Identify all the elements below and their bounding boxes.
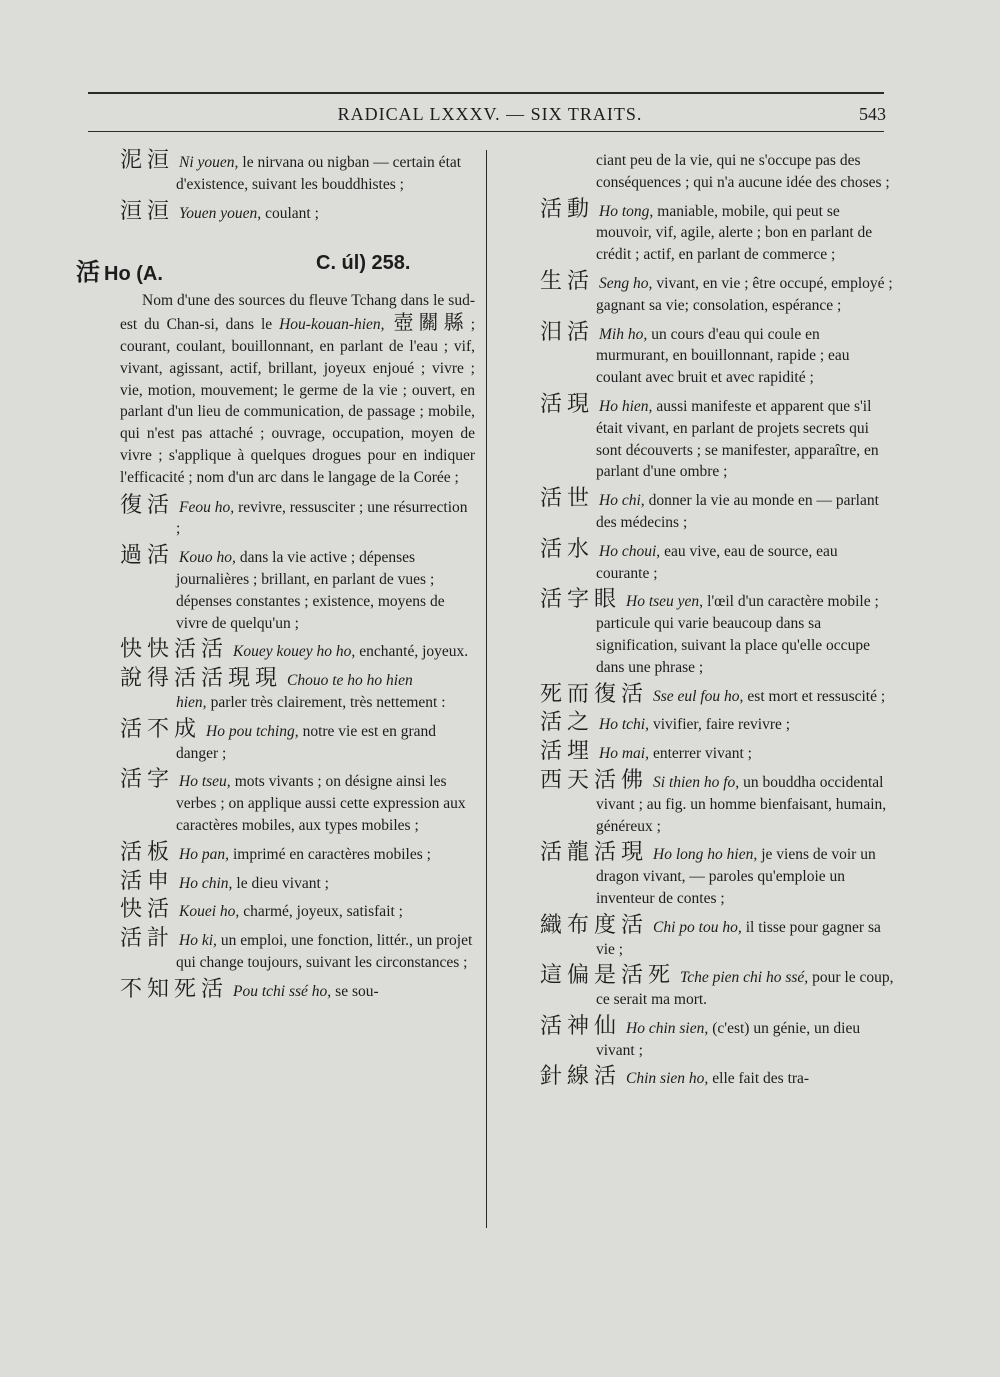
- entry-hanzi: 過活: [120, 543, 175, 569]
- left-column: [76, 148, 475, 1008]
- dictionary-entry: [120, 639, 475, 663]
- entry-definition: (c'est) un génie, un dieu vivant ;: [596, 1019, 861, 1059]
- dictionary-entry: [540, 268, 894, 317]
- headword: [76, 252, 475, 287]
- entry-romanization: Ho tseu,: [179, 773, 231, 791]
- entry-definition: eau vive, eau de source, eau courante ;: [596, 542, 838, 582]
- entry-hanzi: 活神仙: [540, 1013, 622, 1039]
- dictionary-entry: [540, 196, 894, 266]
- entry-hanzi: 活申: [120, 868, 175, 894]
- entry-romanization: Sse eul fou ho,: [653, 687, 744, 705]
- header-rule-bottom: [88, 131, 884, 132]
- dictionary-entry: [540, 712, 894, 736]
- entry-romanization: Seng ho,: [599, 274, 653, 292]
- entry-hanzi: 活之: [540, 710, 595, 736]
- entry-romanization: Ho chin sien,: [626, 1019, 709, 1037]
- entry-definition: vivant, en vie ; être occupé, employé ; gagnant sa vie; consolation, espérance ;: [596, 274, 893, 314]
- dictionary-entry: [540, 1013, 894, 1062]
- entry-definition: le nirvana ou nigban — certain état d'existence, suivant les bouddhistes ;: [176, 154, 462, 193]
- entry-hanzi: 泥洹: [120, 148, 175, 173]
- entry-romanization: Chouo te ho ho hien hien,: [176, 672, 413, 711]
- entry-romanization: Kouei ho,: [179, 903, 240, 921]
- entry-hanzi: 快快活活: [120, 637, 229, 663]
- right-column: [540, 150, 894, 1095]
- entry-hanzi: 生活: [540, 268, 595, 294]
- headword-code: C. úl) 258.: [316, 252, 411, 275]
- dictionary-entry: [540, 681, 894, 708]
- entry-hanzi: 活字眼: [540, 587, 622, 613]
- entry-hanzi: 這偏是活死: [540, 963, 676, 989]
- dictionary-entry: [120, 769, 475, 836]
- entry-definition: elle fait des tra-: [712, 1070, 810, 1088]
- entry-hanzi: 西天活佛: [540, 767, 649, 793]
- entry-romanization: Chin sien ho,: [626, 1070, 709, 1088]
- entry-hanzi: 活板: [120, 839, 175, 865]
- entry-romanization: Si thien ho fo,: [653, 773, 740, 791]
- entry-romanization: Ho pou tching,: [206, 722, 299, 740]
- column-divider: [486, 150, 487, 1228]
- entry-definition: l'œil d'un caractère mobile ; particule qui varie beaucoup dans sa signification, suivant la place qu'elle occupe dans une phrase ;: [596, 593, 879, 676]
- intro-place-name: Hou-kouan-hien,: [279, 316, 385, 334]
- entry-hanzi: 針線活: [540, 1064, 622, 1090]
- entry-hanzi: 活字: [120, 767, 175, 793]
- dictionary-entry: [540, 536, 894, 585]
- entry-definition: charmé, joyeux, satisfait ;: [243, 903, 403, 921]
- running-header: RADICAL LXXXV. — SIX TRAITS.: [337, 104, 643, 124]
- entry-definition: se sou-: [335, 982, 379, 1000]
- entry-hanzi: 活龍活現: [540, 840, 649, 866]
- dictionary-entry: [120, 928, 475, 974]
- intro-text: Nom d'une des sources du fleuve Tchang dans le sud-est du Chan-si, dans le: [120, 292, 475, 334]
- entry-definition: aussi manifeste et apparent que s'il était vivant, en parlant de projets secrets qui sont découverts ; se manifester, apparaître, en parlant d'une ombre ;: [596, 397, 879, 481]
- entry-romanization: Ho tseu yen,: [626, 593, 704, 611]
- entry-hanzi: 復活: [120, 492, 175, 518]
- entry-definition: je viens de voir un dragon vivant, — paroles qu'emploie un inventeur de contes ;: [596, 846, 876, 907]
- entry-definition: vivifier, faire revivre ;: [652, 716, 791, 734]
- entry-romanization: Ni youen,: [179, 154, 239, 171]
- entry-definition: enterrer vivant ;: [652, 745, 752, 763]
- entry-definition: dans la vie active ; dépenses journalières ; brillant, en parlant de vues ; dépenses constantes ; existence, moyens de vivre de quelqu'un ;: [176, 549, 445, 632]
- intro-hanzi: 壺關縣: [393, 310, 469, 335]
- entry-romanization: Kouo ho,: [179, 549, 236, 567]
- entry-romanization: Ho long ho hien,: [653, 846, 758, 864]
- entry-romanization: Ho tong,: [599, 202, 654, 220]
- entry-romanization: Kouey kouey ho ho,: [233, 643, 356, 661]
- entry-hanzi: 活現: [540, 391, 595, 417]
- entry-definition: mots vivants ; on désigne ainsi les verbes ; on applique aussi cette expression aux caractères mobiles, aux types mobiles ;: [176, 773, 466, 834]
- entry-hanzi: 活不成: [120, 716, 202, 742]
- dictionary-entry: [120, 899, 475, 923]
- dictionary-entry: [540, 912, 894, 961]
- entry-romanization: Youen youen,: [179, 204, 262, 222]
- headword-definition: [120, 290, 475, 488]
- entry-hanzi: 不知死活: [120, 976, 229, 1002]
- entry-definition: parler très clairement, très nettement :: [210, 693, 446, 711]
- entry-hanzi: 洹洹: [120, 198, 175, 224]
- entry-definition: un bouddha occidental vivant ; au fig. un homme bienfaisant, humain, généreux ;: [596, 773, 887, 835]
- dictionary-entry: [540, 965, 894, 1011]
- entry-definition: enchanté, joyeux.: [359, 643, 469, 661]
- entry-romanization: Ho tchi,: [599, 716, 649, 734]
- entry-definition: est mort et ressuscité ;: [747, 687, 886, 705]
- dictionary-entry: [120, 976, 475, 1003]
- dictionary-entry: [540, 589, 894, 678]
- dictionary-entry: [540, 1066, 894, 1090]
- entry-definition: imprimé en caractères mobiles ;: [232, 845, 431, 863]
- entry-hanzi: 快活: [120, 897, 175, 923]
- entry-definition: donner la vie au monde en — parlant des médecins ;: [596, 492, 879, 531]
- dictionary-entry: [120, 839, 475, 866]
- entry-hanzi: 活埋: [540, 739, 595, 765]
- entry-romanization: Pou tchi ssé ho,: [233, 982, 332, 1000]
- entry-romanization: Mih ho,: [599, 325, 648, 343]
- headword-hanzi: 活: [76, 258, 100, 287]
- entry-romanization: Ho chi,: [599, 492, 645, 510]
- entry-continuation: ciant peu de la vie, qui ne s'occupe pas des conséquences ; qui n'a aucune idée des choses ;: [596, 152, 890, 191]
- entry-romanization: Ho hien,: [599, 397, 653, 415]
- entry-romanization: Feou ho,: [179, 498, 235, 516]
- entry-hanzi: 活水: [540, 536, 595, 562]
- entry-definition: notre vie est en grand danger ;: [176, 722, 437, 762]
- entry-romanization: Ho ki,: [179, 932, 217, 950]
- headword-reading: Ho (A.: [104, 263, 163, 286]
- intro-text: ; courant, coulant, bouillonnant, en parlant de l'eau ; vif, vivant, agissant, actif, brillant, joyeux enjoué ; vivre ; vie, motion, mouvement; le germe de la vie ; ouvert, en parlant d'un lieu de communication, de passage ; mobile, qui n'est pas attaché ; ouvrage, occupation, moyen de vivre ; s'applique à quelques drogues pour en indiquer l'efficacité ; nom d'un arc dans le langage de la Corée ;: [120, 316, 475, 486]
- header-rule-top: [88, 92, 884, 94]
- dictionary-entry: [540, 741, 894, 765]
- entry-hanzi: 織布度活: [540, 912, 649, 938]
- dictionary-entry: [540, 488, 894, 534]
- dictionary-entry: [540, 319, 894, 389]
- entry-romanization: Ho chin,: [179, 874, 233, 892]
- dictionary-entry: [120, 545, 475, 634]
- entry-hanzi: 說得活活現現: [120, 666, 283, 692]
- entry-romanization: Chi po tou ho,: [653, 918, 742, 936]
- entry-definition: il tisse pour gagner sa vie ;: [596, 918, 881, 958]
- entry-hanzi: 汨活: [540, 319, 595, 345]
- entry-romanization: Ho pan,: [179, 845, 229, 863]
- entry-definition: un emploi, une fonction, littér., un projet qui change toujours, suivant les circonstances ;: [176, 932, 473, 971]
- dictionary-entry: [120, 668, 475, 714]
- entry-hanzi: 活世: [540, 486, 595, 512]
- entry-definition: coulant ;: [265, 204, 319, 222]
- dictionary-entry: [120, 868, 475, 895]
- entry-definition: maniable, mobile, qui peut se mouvoir, vif, agile, alerte ; bon en parlant de crédit ; actif, en parlant de commerce ;: [596, 202, 873, 264]
- right-entries-list: [540, 196, 894, 1091]
- entry-definition: un cours d'eau qui coule en murmurant, en bouillonnant, rapide ; eau coulant avec bruit et avec rapidité ;: [596, 325, 850, 387]
- entry-hanzi: 活動: [540, 196, 595, 222]
- dictionary-entry: [120, 150, 475, 196]
- dictionary-entry: [540, 391, 894, 483]
- entry-romanization: Ho mai,: [599, 745, 649, 763]
- entry-hanzi: 死而復活: [540, 681, 649, 707]
- entry-romanization: Tche pien chi ho ssé,: [680, 969, 809, 987]
- dictionary-entry: [540, 842, 894, 909]
- dictionary-entry: [120, 198, 475, 225]
- left-entries-list: [120, 492, 475, 1003]
- entry-romanization: Ho choui,: [599, 542, 661, 560]
- entry-definition: pour le coup, ce serait ma mort.: [596, 969, 894, 1009]
- dictionary-entry: [120, 492, 475, 541]
- entry-definition: revivre, ressusciter ; une résurrection ;: [176, 498, 468, 538]
- page-number: 543: [859, 104, 886, 124]
- dictionary-entry: [540, 767, 894, 837]
- entry-definition: le dieu vivant ;: [236, 874, 329, 892]
- entry-hanzi: 活計: [120, 926, 175, 952]
- dictionary-entry: [120, 716, 475, 765]
